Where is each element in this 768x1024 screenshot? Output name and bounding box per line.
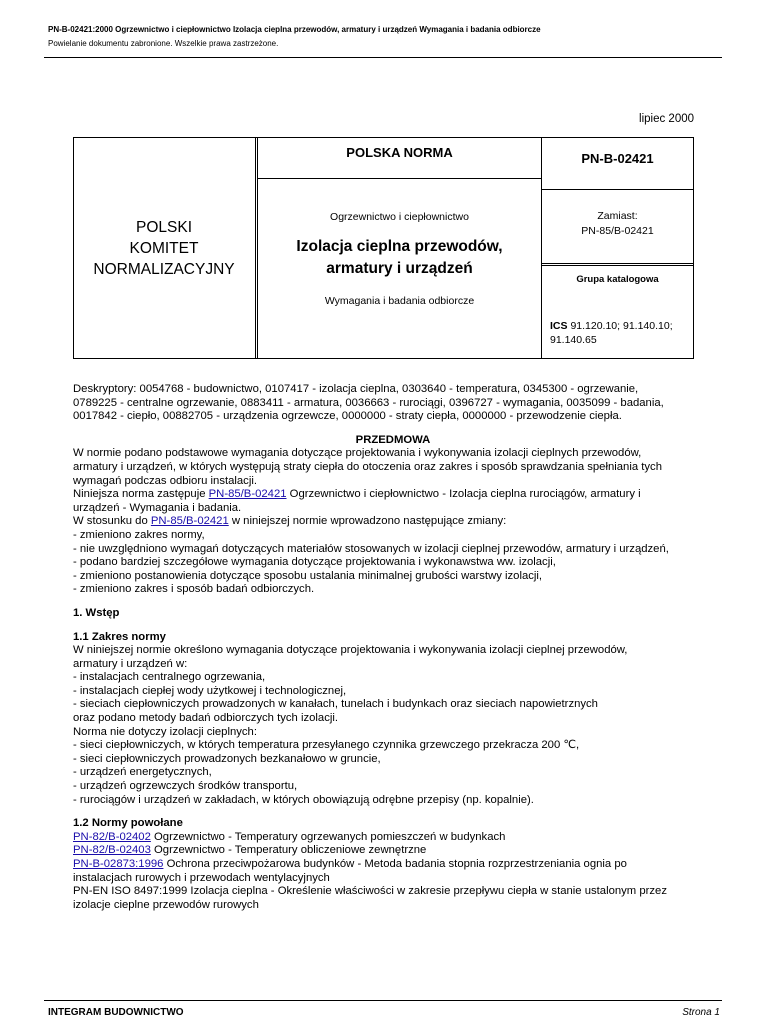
reference-item-continued: instalacjach rurowych i przewodach wentylacyjnych <box>73 871 330 884</box>
document-body <box>73 383 713 912</box>
header-divider <box>44 57 722 58</box>
foreword-heading: PRZEDMOWA <box>355 433 431 446</box>
section-heading-referenced-norms: 1.2 Normy powołane <box>73 817 183 830</box>
publisher-name: INTEGRAM BUDOWNICTWO <box>48 1007 184 1018</box>
box-divider <box>542 263 693 266</box>
norm-link-pn-82-b-02402[interactable]: PN-82/B-02402 <box>73 830 151 843</box>
change-item: - zmieniono zakres normy, <box>73 528 205 541</box>
foreword-line: Niniejsza norma zastępuje PN-85/B-02421 Ogrzewnictwo i ciepłownictwo - Izolacja cieplna rurociągów, armatury i <box>73 488 641 501</box>
replaces-code: PN-85/B-02421 <box>581 225 654 237</box>
scope-line: - urządzeń energetycznych, <box>73 766 212 779</box>
publication-date: lipiec 2000 <box>639 113 694 125</box>
norm-code: PN-B-02421 <box>581 151 654 166</box>
section-heading-scope: 1.1 Zakres normy <box>73 630 166 643</box>
descriptors-line: 0017842 - ciepło, 00882705 - urządzenia ogrzewcze, 0000000 - straty ciepła, 0000000 - przewodzenie ciepła. <box>73 410 622 423</box>
norm-link-pn-85-b-02421[interactable]: PN-85/B-02421 <box>150 515 229 528</box>
foreword-line: armatury i urządzeń, w których występują straty ciepła do otoczenia oraz zakres i sposób sprawdzania spełniania tych <box>73 460 662 473</box>
copyright-notice: Powielanie dokumentu zabronione. Wszelkie prawa zastrzeżone. <box>48 39 279 48</box>
scope-line: - urządzeń ogrzewczych środków transportu, <box>73 780 298 793</box>
ics-values: 91.120.10; 91.140.10; 91.140.65 <box>550 320 673 346</box>
scope-line: - instalacjach ciepłej wody użytkowej i technologicznej, <box>73 684 347 697</box>
box-divider <box>541 138 542 358</box>
descriptors-line: Deskryptory: 0054768 - budownictwo, 0107417 - izolacja cieplna, 0303640 - temperatura, 0345300 - ogrzewanie, <box>73 383 639 395</box>
reference-item: PN-B-02873:1996 Ochrona przeciwpożarowa budynków - Metoda badania stopnia rozprzestrzeniania ognia po <box>73 858 627 870</box>
foreword-line: W stosunku do PN-85/B-02421 w niniejszej normie wprowadzono następujące zmiany: <box>73 515 507 528</box>
section-heading-introduction: 1. Wstęp <box>73 606 120 619</box>
scope-line: W niniejszej normie określono wymagania dotyczące projektowania i wykonywania izolacji cieplnej przewodów, <box>73 644 628 657</box>
document-header-title: PN-B-02421:2000 Ogrzewnictwo i ciepłownictwo Izolacja cieplna przewodów, armatury i urządzeń Wymagania i badania odbiorcze <box>48 25 541 34</box>
reference-item: PN-82/B-02402 Ogrzewnictwo - Temperatury ogrzewanych pomieszczeń w budynkach <box>73 830 506 843</box>
reference-item: PN-EN ISO 8497:1999 Izolacja cieplna - Określenie właściwości w zakresie przepływu ciepła w stanie ustalonym przez <box>73 885 667 898</box>
scope-line: - sieci ciepłowniczych prowadzonych bezkanałowo w gruncie, <box>73 752 381 765</box>
reference-item: PN-82/B-02403 Ogrzewnictwo - Temperatury obliczeniowe zewnętrzne <box>73 844 427 857</box>
norm-title-line: armatury i urządzeń <box>326 260 473 277</box>
descriptors-line: 0789225 - centralne ogrzewanie, 0883411 - armatura, 0036663 - rurociągi, 0396727 - wymagania, 0035099 - badania, <box>73 396 664 409</box>
committee-line: POLSKI <box>136 218 192 236</box>
norm-title-line: Izolacja cieplna przewodów, <box>296 238 503 255</box>
norm-title-box <box>73 137 694 359</box>
committee-line: KOMITET <box>129 239 199 257</box>
change-item: - zmieniono zakres i sposób badań odbiorczych. <box>73 583 315 596</box>
committee-line: NORMALIZACYJNY <box>93 260 235 278</box>
norm-title <box>258 236 541 280</box>
scope-line: - instalacjach centralnego ogrzewania, <box>73 671 266 684</box>
box-divider <box>258 178 541 179</box>
foreword-line: wymagań podczas odbioru instalacji. <box>73 474 257 487</box>
committee-name <box>74 138 254 358</box>
norm-link-pn-85-b-02421[interactable]: PN-85/B-02421 <box>208 488 287 501</box>
scope-line: - sieciach ciepłowniczych prowadzonych w kanałach, tunelach i budynkach oraz sieciach napowietrznych <box>73 698 598 711</box>
norm-link-pn-82-b-02403[interactable]: PN-82/B-02403 <box>73 844 151 857</box>
norm-label: POLSKA NORMA <box>346 145 453 160</box>
foreword-line: W normie podano podstawowe wymagania dotyczące projektowania i wykonywania izolacji cieplnych przewodów, <box>73 447 642 460</box>
scope-line: armatury i urządzeń w: <box>73 657 188 670</box>
scope-line: oraz podano metody badań odbiorczych tych izolacji. <box>73 712 339 725</box>
reference-item-continued: izolacje cieplne przewodów rurowych <box>73 898 259 911</box>
scope-line: Norma nie dotyczy izolacji cieplnych: <box>73 725 257 738</box>
replaces-label: Zamiast: <box>597 210 638 222</box>
ics-codes <box>550 319 690 347</box>
scope-line: - rurociągów i urządzeń w zakładach, w których obowiązują odrębne przepisy (np. kopalnie). <box>73 793 534 806</box>
page-number: Strona 1 <box>682 1007 720 1018</box>
ics-label: ICS <box>550 320 568 332</box>
catalog-group-label: Grupa katalogowa <box>576 274 659 285</box>
footer-divider <box>44 1000 722 1001</box>
foreword-line: urządzeń - Wymagania i badania. <box>73 501 242 514</box>
replaces-info <box>542 209 693 239</box>
norm-subtitle: Wymagania i badania odbiorcze <box>324 295 475 307</box>
change-item: - podano bardziej szczegółowe wymagania dotyczące projektowania i wykonawstwa ww. izolacji, <box>73 556 556 569</box>
norm-subject: Ogrzewnictwo i ciepłownictwo <box>330 211 469 223</box>
change-item: - nie uwzględniono wymagań dotyczących materiałów stosowanych w izolacji cieplnej przewodów, armatury i urządzeń, <box>73 542 669 555</box>
norm-link-pn-b-02873[interactable]: PN-B-02873:1996 <box>73 858 164 870</box>
change-item: - zmieniono postanowienia dotyczące sposobu ustalania minimalnej grubości warstwy izolacji, <box>73 569 543 582</box>
box-divider <box>542 189 693 190</box>
scope-line: - sieci ciepłowniczych, w których temperatura przesyłanego czynnika grzewczego przekracza 200 ℃, <box>73 739 580 752</box>
